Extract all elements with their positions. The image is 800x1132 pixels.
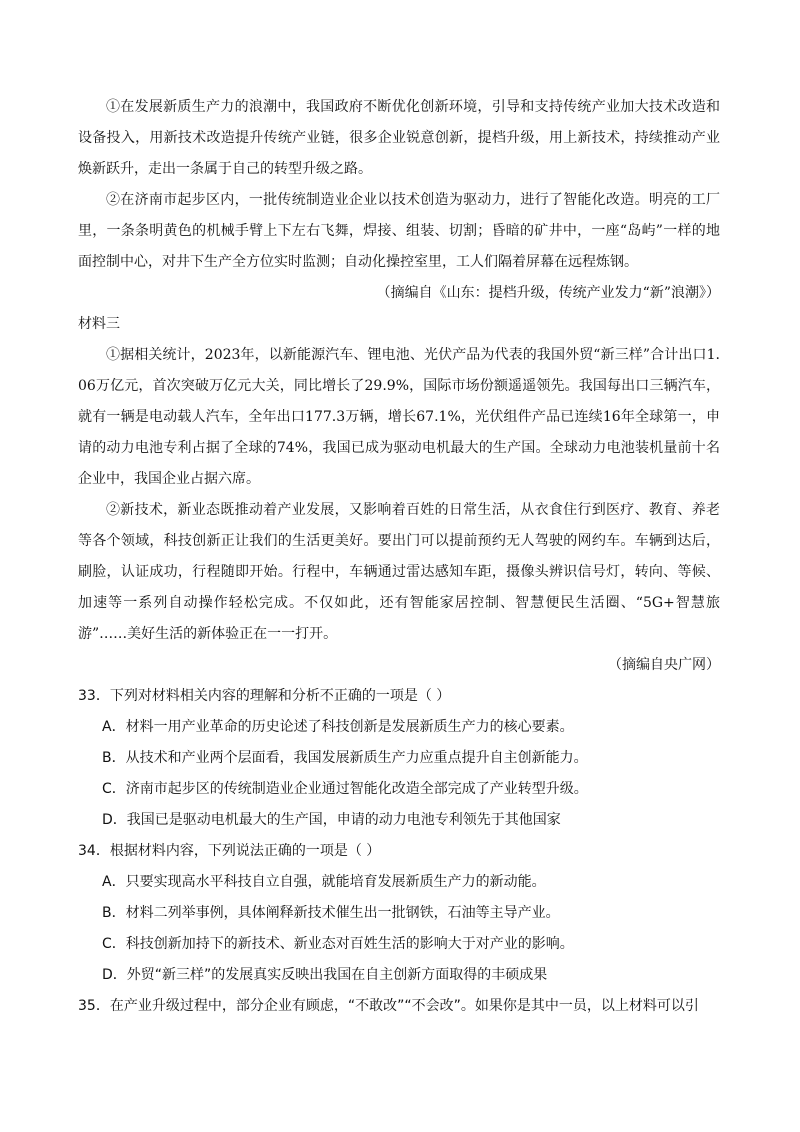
material2-paragraph-1: ①在发展新质生产力的浪潮中，我国政府不断优化创新环境，引导和支持传统产业加大技术改造和设备投入，用新技术改造提升传统产业链，很多企业锐意创新，提档升级，用上新技术，持续推动产业焕新跃升，走出一条属于自己的转型升级之路。 [78,99,720,177]
material3-source: （摘编自央广网） [608,657,720,673]
material3-paragraph-1: ①据相关统计，2023年，以新能源汽车、锂电池、光伏产品为代表的我国外贸“新三样”合计出口1.06万亿元，首次突破万亿元大关，同比增长了29.9%，国际市场份额遥遥领先。我国每出口三辆汽车，就有一辆是电动载人汽车，全年出口177.3万辆，增长67.1%，光伏组件产品已连续16年全球第一，申请的动力电池专利占据了全球的74%，我国已成为驱动电机最大的生产国。全球动力电池装机量前十名企业中，我国企业占据六席。 [78,347,720,487]
question-34-option-a: A．只要实现高水平科技自立自强，就能培育发展新质生产力的新动能。 [102,874,546,890]
material2-paragraph-2: ②在济南市起步区内，一批传统制造业企业以技术创造为驱动力，进行了智能化改造。明亮的工厂里，一条条明黄色的机械手臂上下左右飞舞，焊接、组装、切割；昏暗的矿井中，一座“岛屿”一样的地面控制中心，对井下生产全方位实时监测；自动化操控室里，工人们隔着屏幕在远程炼钢。 [78,192,720,270]
question-33-option-d: D．我国已是驱动电机最大的生产国，申请的动力电池专利领先于其他国家 [102,812,561,828]
question-33-option-b: B．从技术和产业两个层面看，我国发展新质生产力应重点提升自主创新能力。 [102,750,588,766]
material2-source: （摘编自《山东：提档升级，传统产业发力“新”浪潮》） [376,285,720,301]
material3-paragraph-2: ②新技术，新业态既推动着产业发展，又影响着百姓的日常生活，从衣食住行到医疗、教育、养老等各个领域，科技创新正让我们的生活更美好。要出门可以提前预约无人驾驶的网约车。车辆到达后，刷脸，认证成功，行程随即开始。行程中，车辆通过雷达感知车距，摄像头辨识信号灯，转向、等候、加速等一系列自动操作轻松完成。不仅如此，还有智能家居控制、智慧便民生活圈、“5G+智慧旅游”……美好生活的新体验正在一一打开。 [78,502,720,642]
question-34-stem: 34．根据材料内容，下列说法正确的一项是（ ） [78,843,381,859]
document-content [78,92,720,1022]
question-33-stem: 33．下列对材料相关内容的理解和分析不正确的一项是（ ） [78,688,451,704]
question-33-option-c: C．济南市起步区的传统制造业企业通过智能化改造全部完成了产业转型升级。 [102,781,588,797]
question-33-option-a: A．材料一用产业革命的历史论述了科技创新是发展新质生产力的核心要素。 [102,719,574,735]
question-34-option-c: C．科技创新加持下的新技术、新业态对百姓生活的影响大于对产业的影响。 [102,936,574,952]
material3-label: 材料三 [78,316,120,332]
question-34-option-b: B．材料二列举事例，具体阐释新技术催生出一批钢铁，石油等主导产业。 [102,905,560,921]
question-34-option-d: D．外贸“新三样”的发展真实反映出我国在自主创新方面取得的丰硕成果 [102,967,548,983]
question-35-stem: 35．在产业升级过程中，部分企业有顾虑，“不敢改”“不会改”。如果你是其中一员，以上材料可以引 [78,998,699,1014]
